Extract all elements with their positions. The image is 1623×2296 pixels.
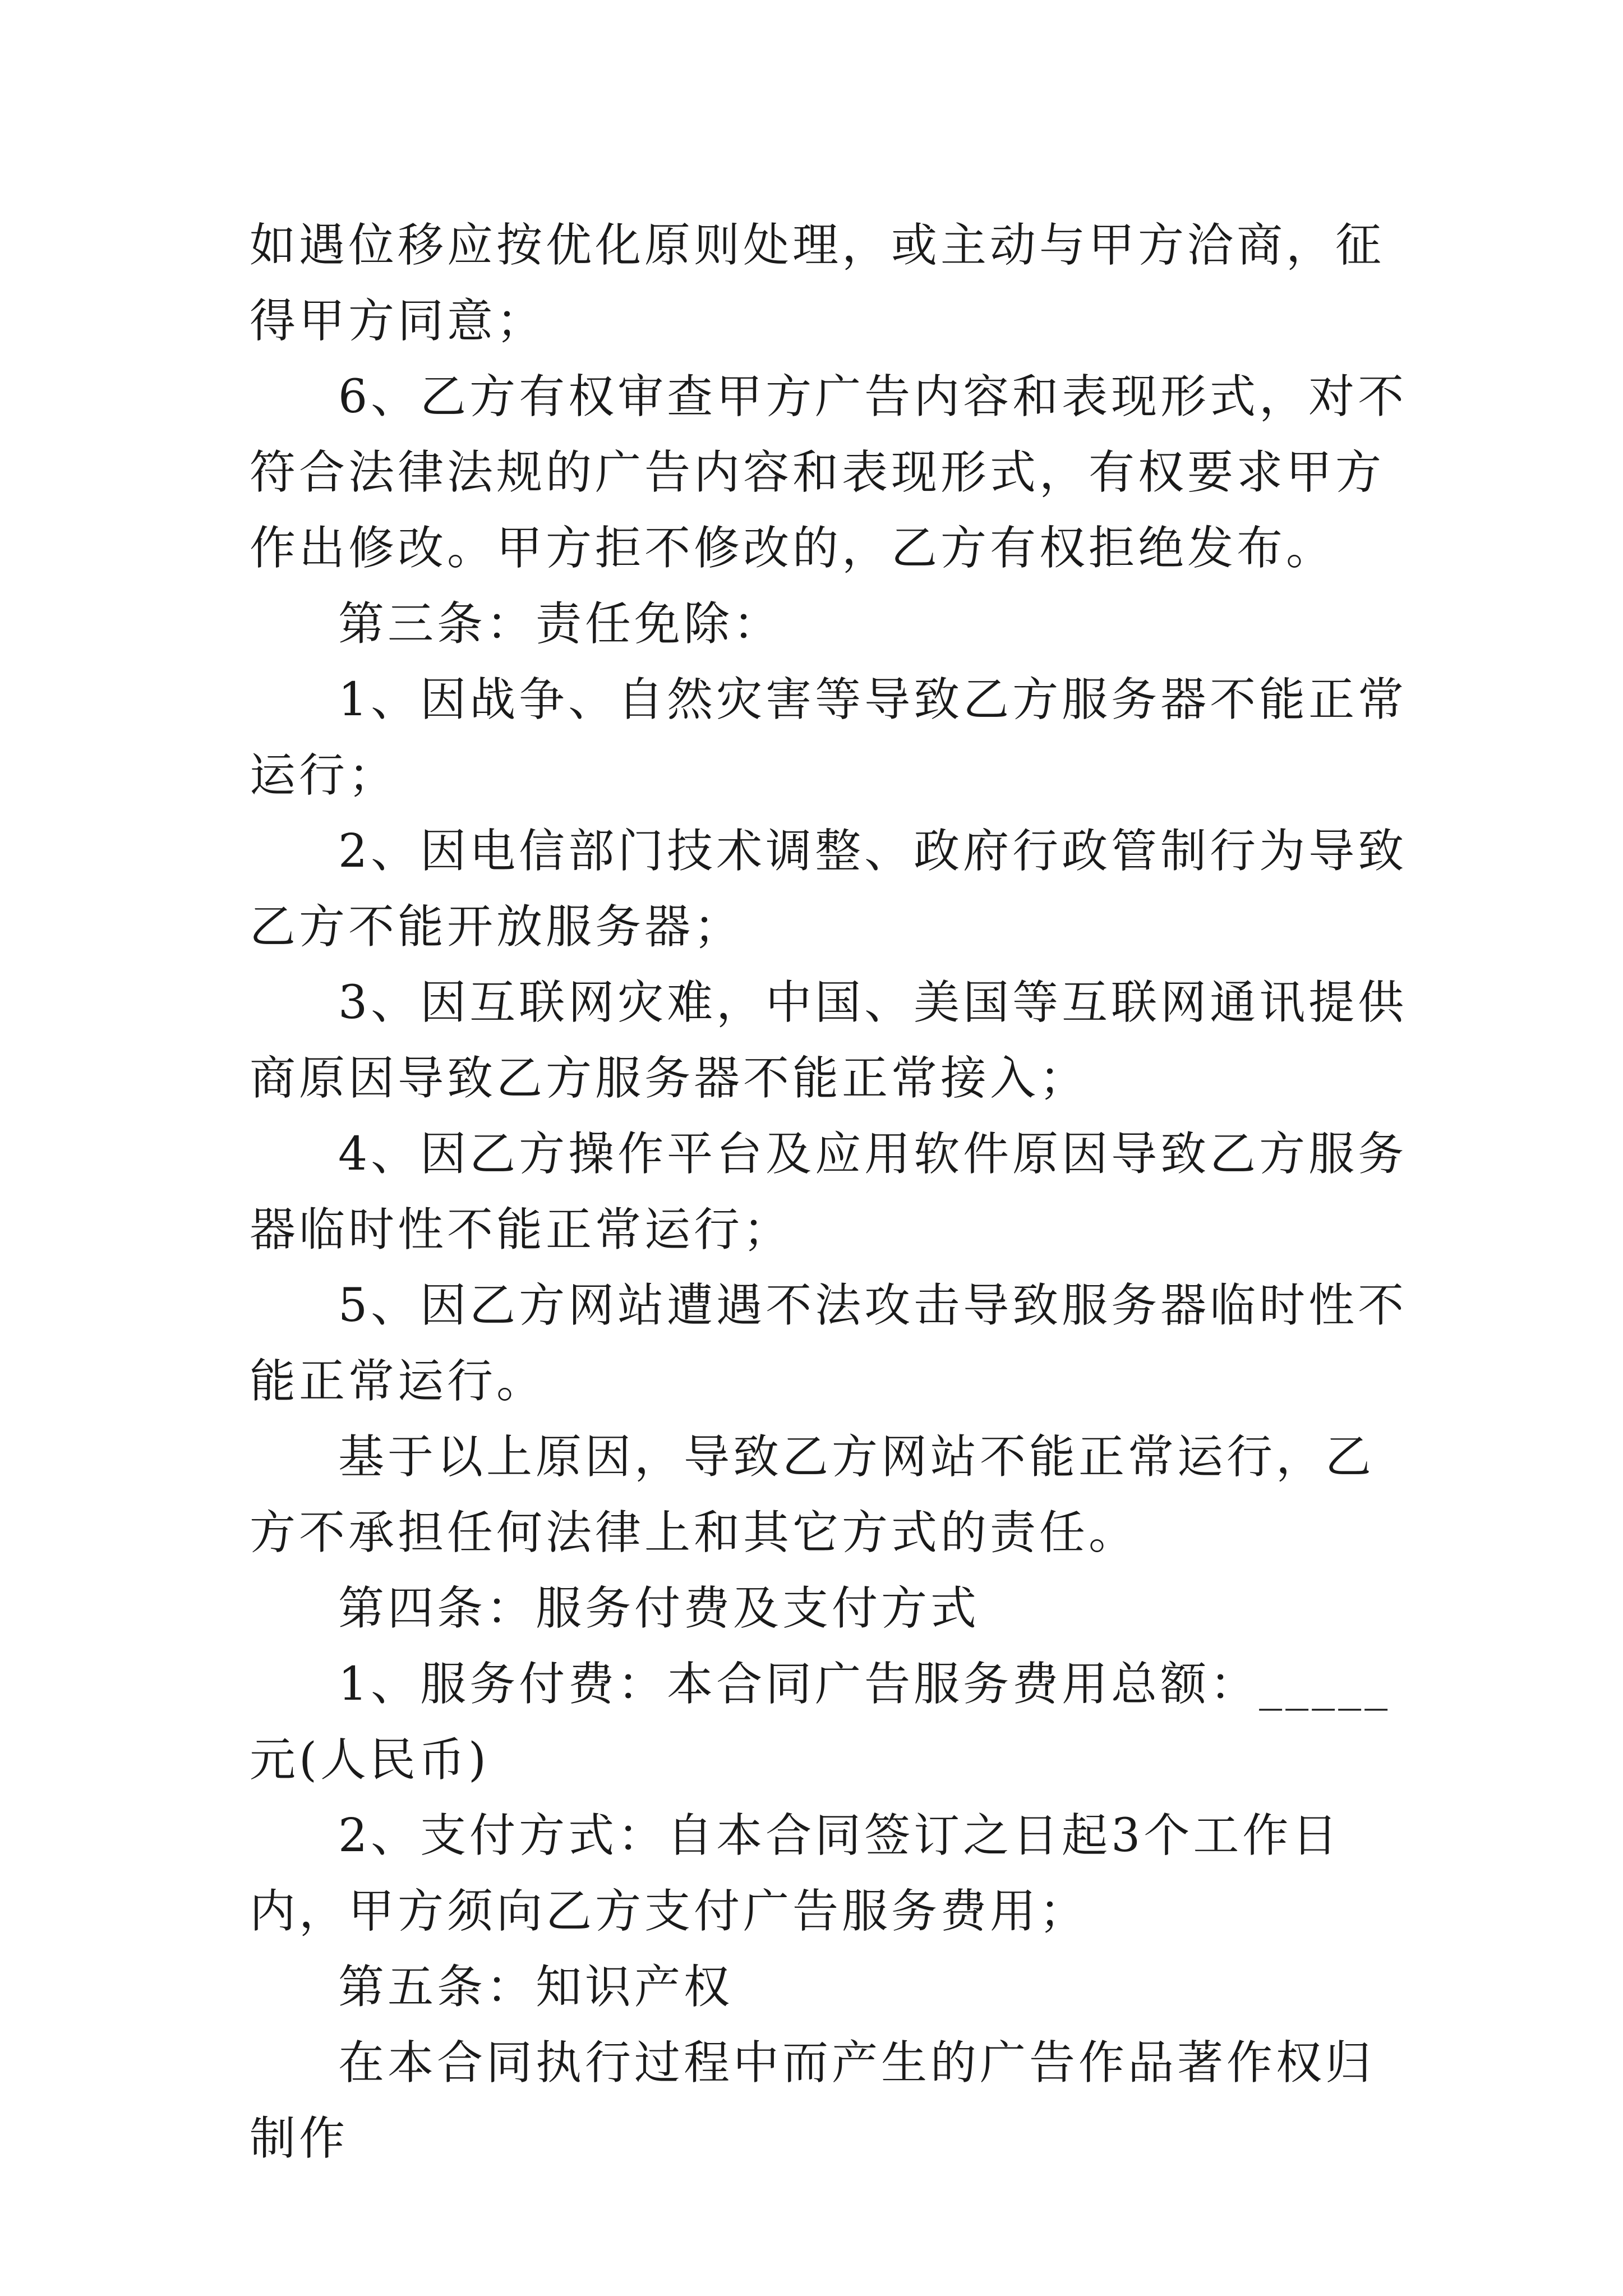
document-body xyxy=(250,208,1410,2177)
paragraph-copyright: 在本合同执行过程中而产生的广告作品著作权归制作 xyxy=(250,2036,1375,2165)
paragraph-exemption-5: 5、因乙方网站遭遇不法攻击导致服务器临时性不能正常运行。 xyxy=(250,1279,1408,1408)
paragraph-exemption-3: 3、因互联网灾难，中国、美国等互联网通讯提供商原因导致乙方服务器不能正常接入； xyxy=(250,976,1408,1105)
paragraph-exemption-summary: 基于以上原因，导致乙方网站不能正常运行，乙方不承担任何法律上和其它方式的责任。 xyxy=(250,1430,1375,1559)
paragraph-continuation: 如遇位移应按优化原则处理，或主动与甲方洽商，征得甲方同意； xyxy=(250,219,1385,348)
section-heading-article-4: 第四条：服务付费及支付方式 xyxy=(338,1582,980,1635)
paragraph-exemption-2: 2、因电信部门技术调整、政府行政管制行为导致乙方不能开放服务器； xyxy=(250,825,1408,954)
section-heading-article-3: 第三条：责任免除： xyxy=(338,597,783,651)
paragraph-payment-method: 2、支付方式：自本合同签订之日起3个工作日内，甲方须向乙方支付广告服务费用； xyxy=(250,1809,1341,1938)
section-heading-article-5: 第五条：知识产权 xyxy=(338,1961,734,2014)
paragraph-clause-6: 6、乙方有权审查甲方广告内容和表现形式，对不符合法律法规的广告内容和表现形式，有权要求甲方作出修改。甲方拒不修改的，乙方有权拒绝发布。 xyxy=(250,370,1408,575)
paragraph-exemption-4: 4、因乙方操作平台及应用软件原因导致乙方服务器临时性不能正常运行； xyxy=(250,1128,1408,1257)
paragraph-exemption-1: 1、因战争、自然灾害等导致乙方服务器不能正常运行； xyxy=(250,673,1408,802)
paragraph-fee-amount: 1、服务付费：本合同广告服务费用总额：_____元(人民币) xyxy=(250,1658,1391,1787)
